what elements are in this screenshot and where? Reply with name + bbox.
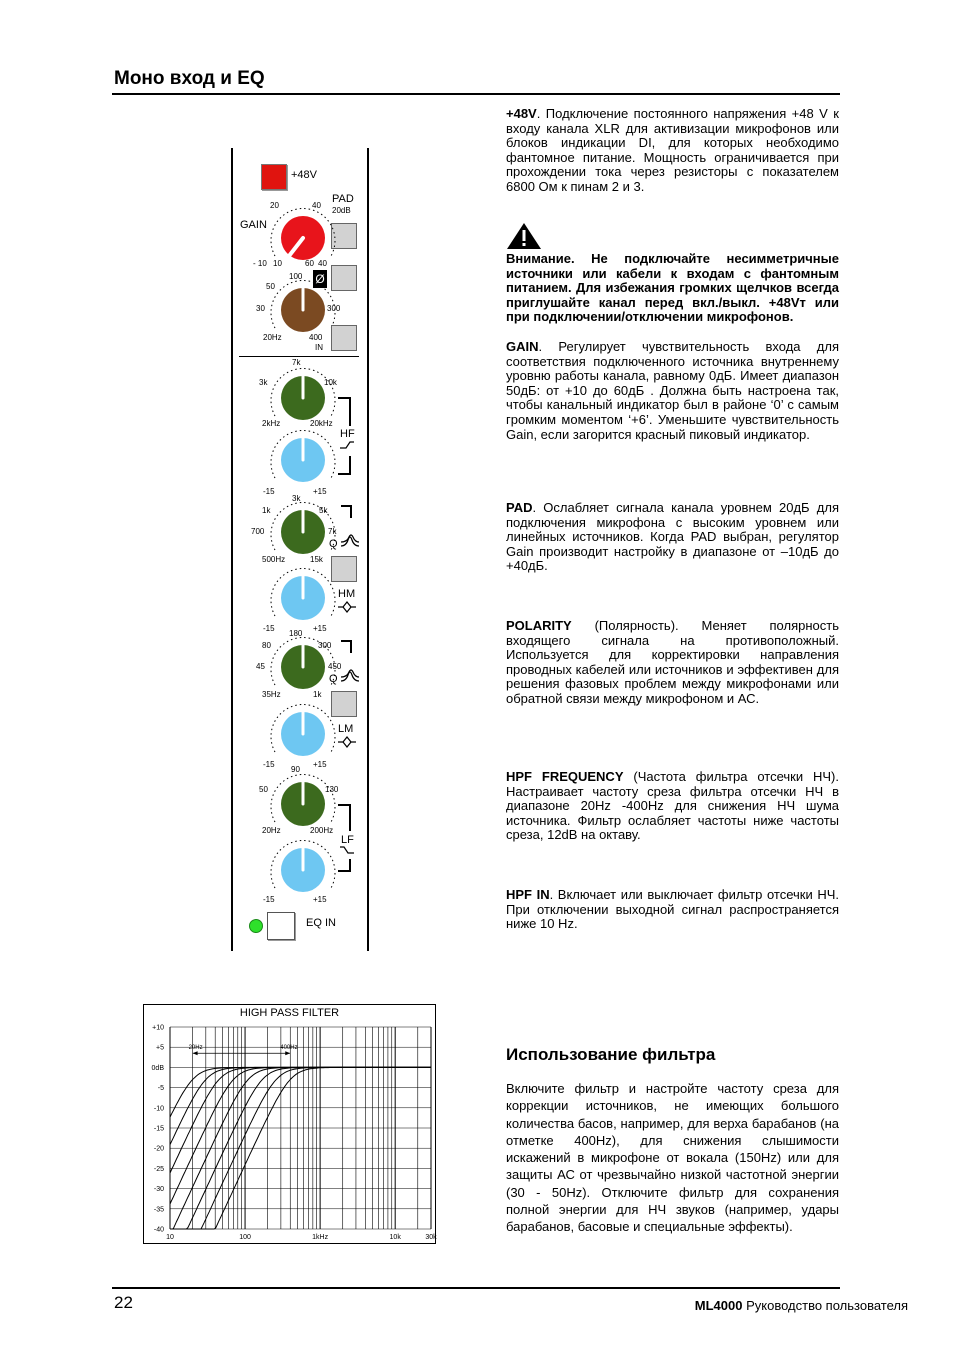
chart-title: HIGH PASS FILTER: [239, 1007, 340, 1019]
lf-gain-max: +15: [313, 895, 327, 904]
eq-in-led: [249, 919, 263, 933]
gain-label: GAIN: [240, 219, 267, 231]
range-end-label: 400Hz: [280, 1045, 298, 1052]
hf-gain-max: +15: [313, 487, 327, 496]
gain-scale-minus10: - 10: [253, 259, 267, 268]
range-arrow-head: [193, 1051, 198, 1055]
y-tick-label: -40: [153, 1226, 164, 1234]
hpf-scale-400: 400: [309, 333, 323, 342]
hm-scale-1k: 1k: [262, 506, 271, 515]
hm-q-label: Q: [329, 538, 338, 550]
lm-gain-max: +15: [313, 760, 327, 769]
y-tick-label: -25: [153, 1165, 164, 1173]
lm-gain-min: -15: [263, 760, 275, 769]
gain-scale-40b: 40: [318, 259, 327, 268]
lf-scale-90: 90: [291, 765, 300, 774]
y-tick-label: -35: [153, 1206, 164, 1214]
hpf-in-label: IN: [315, 343, 323, 352]
hm-scale-500hz: 500Hz: [262, 555, 286, 564]
hm-gain-min: -15: [263, 624, 275, 633]
hm-gain-knob[interactable]: [263, 558, 343, 638]
lm-scale-1k: 1k: [313, 690, 322, 699]
lm-q-label: Q: [329, 673, 338, 685]
y-tick-label: +10: [152, 1024, 164, 1032]
lm-peak-icon: [337, 735, 357, 749]
hf-label: HF: [340, 428, 355, 440]
para-gain: GAIN. Регулирует чувствительность входа для соответствия подключенного источника внутреннему уровню работы канала, равному 0дБ. Имеет диапазон 50дБ: от +10 до 60дБ . Должна быть настроена так, чтобы канальный индикатор был в районе ‘0’ с самым громким моментом ‘+6’. Уменьшите чувствительность Gain, если загорится красный пиковый индикатор.: [506, 339, 839, 442]
warning-text: Внимание. Не подключайте несимметричные источники или кабели к входам с фантомным питанием. Для избежания громких щелчков всегда приглушайте канал перед вкл./выкл. +48Vт или при подключении/отключении микрофонов.: [506, 251, 839, 325]
y-tick-label: -10: [153, 1105, 164, 1113]
lf-scale-20hz: 20Hz: [262, 826, 281, 835]
lf-gain-knob[interactable]: [263, 830, 343, 910]
lm-scale-300: 300: [318, 641, 332, 650]
hf-scale-10k: 10k: [324, 378, 337, 387]
x-tick-label: 10k: [389, 1234, 401, 1241]
lm-scale-180: 180: [289, 629, 303, 638]
phantom-label: +48V: [291, 169, 317, 181]
lf-gain-min: -15: [263, 895, 275, 904]
channel-strip: [231, 148, 369, 951]
lm-label: LM: [338, 723, 354, 735]
x-tick-label: 30k: [425, 1234, 437, 1241]
hm-gain-max: +15: [313, 624, 327, 633]
x-tick-label: 10: [166, 1234, 174, 1241]
hm-peak-icon: [337, 600, 357, 614]
eq-in-label: EQ IN: [306, 917, 336, 929]
lf-label: LF: [341, 834, 354, 846]
footer-rule: [112, 1287, 840, 1289]
hpf-scale-20hz: 20Hz: [263, 333, 282, 342]
para-hpf-frequency: HPF FREQUENCY (Частота фильтра отсечки НЧ). Настраивает частоту среза фильтра отсечки НЧ в диапазоне 20Hz -400Hz для снижения НЧ шума источника. Фильтр ослабляет частоты ниже частоты среза, 12dB на октаву.: [506, 769, 839, 843]
hpf-scale-300: 300: [327, 304, 341, 313]
hf-gain-knob[interactable]: [263, 420, 343, 500]
range-arrow-head: [285, 1051, 290, 1055]
gain-scale-60: 60: [305, 259, 314, 268]
header-rule: [112, 93, 840, 95]
x-tick-label: 100: [239, 1234, 251, 1241]
section-title: Моно вход и EQ: [114, 68, 265, 89]
lf-scale-50: 50: [259, 785, 268, 794]
lf-scale-130: 130: [325, 785, 339, 794]
hm-label: HM: [338, 588, 356, 600]
hm-scale-700: 700: [251, 527, 265, 536]
hpf-scale-50: 50: [266, 282, 275, 291]
hm-scale-15k: 15k: [310, 555, 323, 564]
warning-icon: [506, 222, 542, 250]
pad-value: 20dB: [332, 206, 351, 215]
para-pad: PAD. Ослабляет сигнала канала уровнем 20дБ для подключения микрофона с высоким уровнем или линейных источников. Когда PAD выбран, регулятор Gain производит настройку в диапазоне от –10дБ до +40дБ.: [506, 500, 839, 574]
hm-scale-5k: 5k: [319, 506, 328, 515]
gain-scale-10: 10: [273, 259, 282, 268]
filter-heading: Использование фильтра: [506, 1045, 716, 1064]
page-number: 22: [114, 1293, 133, 1312]
strip-divider: [239, 356, 359, 357]
x-tick-label: 1kHz: [312, 1234, 329, 1241]
y-tick-label: -15: [153, 1125, 164, 1133]
hf-scale-7k: 7k: [292, 358, 301, 367]
gain-scale-40: 40: [312, 201, 321, 210]
hpf-scale-30: 30: [256, 304, 265, 313]
y-tick-label: -20: [153, 1145, 164, 1153]
lm-q-icon: [339, 639, 361, 685]
filter-text: Включите фильтр и настройте частоту среза для коррекции источников, не имеющих большого количества басов, например, для верха барабанов (на отметке 400Hz), для снижения слышимости искажений в микрофоне от вокала (150Hz) или для защиты АС от чрезвычайно низкой частотной энергии (30 - 50Hz). Отключите фильтр для сохранения полной энергии для НЧ звуков (например, удары барабанов, басовые и специальные эффекты).: [506, 1081, 839, 1235]
y-tick-label: 0dB: [151, 1064, 164, 1072]
hm-q-icon: [339, 504, 361, 550]
lm-scale-450: 450: [328, 662, 342, 671]
para-48v: +48V. Подключение постоянного напряжения +48 V к входу канала XLR для активизации микрофонов или блоков индикации DI, для которых необходимо фантомное питание. Мощность ограничивается при прохождении тока через резисторы с показателем 6800 Ом к пинам 2 и 3.: [506, 106, 839, 194]
lf-scale-200hz: 200Hz: [310, 826, 334, 835]
footer-doc: ML4000 Руководство пользователя: [694, 1298, 908, 1313]
hf-scale-2khz: 2kHz: [262, 419, 281, 428]
y-tick-label: +5: [156, 1044, 164, 1052]
para-hpf-in: HPF IN. Включает или выключает фильтр отсечки НЧ. При отключении выходной сигнал распространяется ниже 10 Hz.: [506, 887, 839, 932]
hf-gain-min: -15: [263, 487, 275, 496]
hm-scale-3k: 3k: [292, 494, 301, 503]
hpf-in-button[interactable]: [331, 325, 357, 351]
hpf-chart: [144, 1005, 435, 1243]
polarity-symbol: Ø: [313, 270, 327, 288]
y-tick-label: -30: [153, 1186, 164, 1194]
pad-label: PAD: [332, 193, 354, 205]
lm-gain-knob[interactable]: [263, 694, 343, 774]
para-polarity: POLARITY (Полярность). Меняет полярность входящего сигнала на противоположный. Используется для корректировки направления проводных кабелей или источников и эффективен для решения фазовых проблем между микрофонами или обратной связи между микрофоном и АС.: [506, 618, 839, 706]
range-start-label: 20Hz: [188, 1045, 203, 1052]
hf-scale-20khz: 20kHz: [310, 419, 333, 428]
gain-scale-20: 20: [270, 201, 279, 210]
lm-scale-45: 45: [256, 662, 265, 671]
hm-scale-7k: 7k: [328, 527, 337, 536]
hpf-scale-100: 100: [289, 272, 303, 281]
hpf-graph: [143, 1004, 436, 1244]
hf-scale-3k: 3k: [259, 378, 268, 387]
phantom-48v-button[interactable]: [261, 164, 287, 190]
eq-in-button[interactable]: [267, 912, 295, 940]
lm-scale-80: 80: [262, 641, 271, 650]
lm-scale-35hz: 35Hz: [262, 690, 281, 699]
y-tick-label: -5: [157, 1085, 164, 1093]
